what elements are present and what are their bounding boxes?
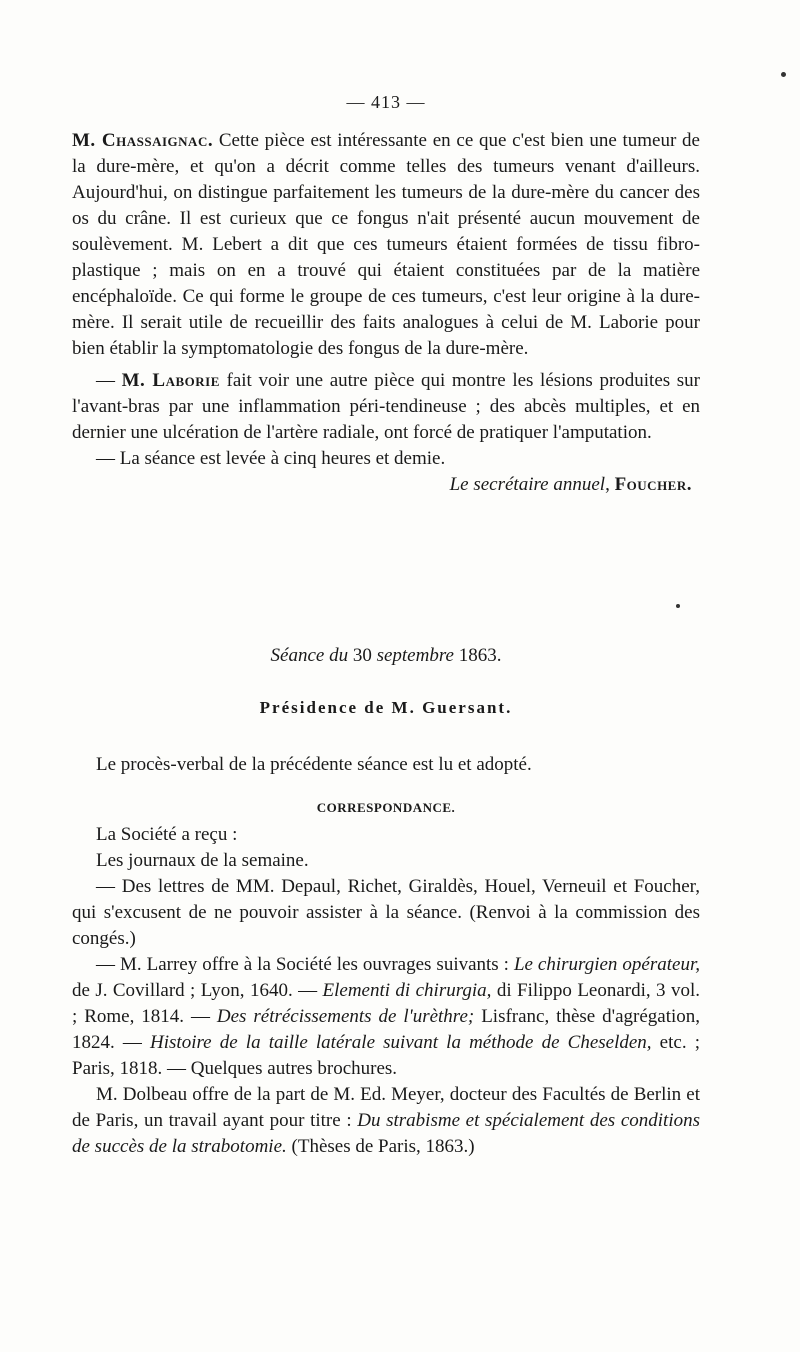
paragraph-chassaignac: [72, 128, 700, 362]
ink-speck: [781, 72, 786, 77]
seance-day: 30: [348, 645, 377, 666]
seance-year: 1863.: [453, 645, 502, 666]
seance-title: [72, 645, 700, 667]
speaker-chassaignac: M. Chassaignac.: [72, 130, 214, 151]
paragraph-chassaignac-text: Cette pièce est intéressante en ce que c'est bien une tumeur de la dure-mère, et qu'on a décrit comme telles des tumeurs venant d'ailleurs. Aujourd'hui, on distingue parfaitement les tumeurs de la dure-mère du cancer des os du crâne. Il est curieux que ce fongus n'ait présenté aucun mouvement de soulèvement. M. Lebert a dit que ces tumeurs étaient formées de tissu fibro-plastique ; mais on en a trouvé qui étaient constituées par de la matière encéphaloïde. Ce qui forme le groupe de ces tumeurs, c'est leur origine à la dure-mère. Il serait utile de recueillir des faits analogues à celui de M. Laborie pour bien établir la symptomatologie des fongus de la dure-mère.: [72, 130, 700, 359]
larrey-title-elementi: Elementi di chirurgia,: [322, 980, 492, 1001]
page-number: — 413 —: [346, 92, 426, 112]
larrey-text-i: etc. ; Paris, 1818. — Quelques autres brochures.: [72, 1032, 700, 1079]
paragraph-laborie-text: fait voir une autre pièce qui montre les lésions produites sur l'avant-bras par une inflammation péri-tendineuse ; des abcès multiples, et en dernier une ulcération de l'artère radiale, ont forcé de pratiquer l'amputation.: [72, 370, 700, 443]
minutes-block-1: [72, 128, 700, 498]
paragraph-societe-recu: La Société a reçu :: [96, 824, 238, 845]
dolbeau-text-a: M. Dolbeau offre de la part de M. Ed. Meyer, docteur des Facultés de Berlin et de Paris, un travail ayant pour titre :: [72, 1084, 700, 1131]
ink-speck: [676, 604, 680, 608]
larrey-title-histoire: Histoire de la taille latérale suivant la méthode de Cheselden,: [150, 1032, 652, 1053]
dash-prefix: —: [96, 370, 122, 391]
seance-month: septembre: [376, 645, 454, 666]
proces-verbal: Le procès-verbal de la précédente séance est lu et adopté.: [96, 754, 532, 775]
proces-verbal-block: [72, 752, 700, 778]
signature-role: Le secrétaire annuel: [449, 474, 606, 495]
speaker-laborie: M. Laborie: [121, 370, 220, 391]
paragraph-lettres: — Des lettres de MM. Depaul, Richet, Giraldès, Houel, Verneuil et Foucher, qui s'excusent de ne pouvoir assister à la séance. (Renvoi à la commission des congés.): [72, 876, 700, 949]
paragraph-journaux: Les journaux de la semaine.: [96, 850, 309, 871]
correspondance-block: [72, 822, 700, 1160]
larrey-text-g: Lisfranc, thèse d'agrégation, 1824. —: [72, 1006, 701, 1053]
signature: [72, 472, 700, 498]
paragraph-laborie: [72, 368, 700, 446]
signature-name: Foucher.: [614, 474, 692, 495]
larrey-title-retrecissements: Des rétrécissements de l'urèthre;: [216, 1006, 475, 1027]
larrey-text-e: di Filippo Leonardi, 3 vol. ; Rome, 1814. —: [72, 980, 700, 1027]
dolbeau-title: Du strabisme et spécialement des conditions de succès de la strabotomie.: [72, 1110, 700, 1157]
seance-title-label: Séance du: [270, 645, 349, 666]
larrey-text-a: — M. Larrey offre à la Société les ouvrages suivants :: [96, 954, 514, 975]
paragraph-larrey: [72, 952, 700, 1082]
paragraph-dolbeau: [72, 1082, 700, 1160]
dolbeau-text-c: (Thèses de Paris, 1863.): [286, 1136, 475, 1157]
correspondance-heading: CORRESPONDANCE.: [316, 800, 456, 815]
presidence-heading: Présidence de M. Guersant.: [259, 698, 513, 717]
larrey-text-c: de J. Covillard ; Lyon, 1640. —: [72, 980, 323, 1001]
larrey-title-chirurgien: Le chirurgien opérateur,: [513, 954, 700, 975]
paragraph-closing: — La séance est levée à cinq heures et demie.: [96, 448, 446, 469]
signature-separator: ,: [605, 474, 615, 495]
